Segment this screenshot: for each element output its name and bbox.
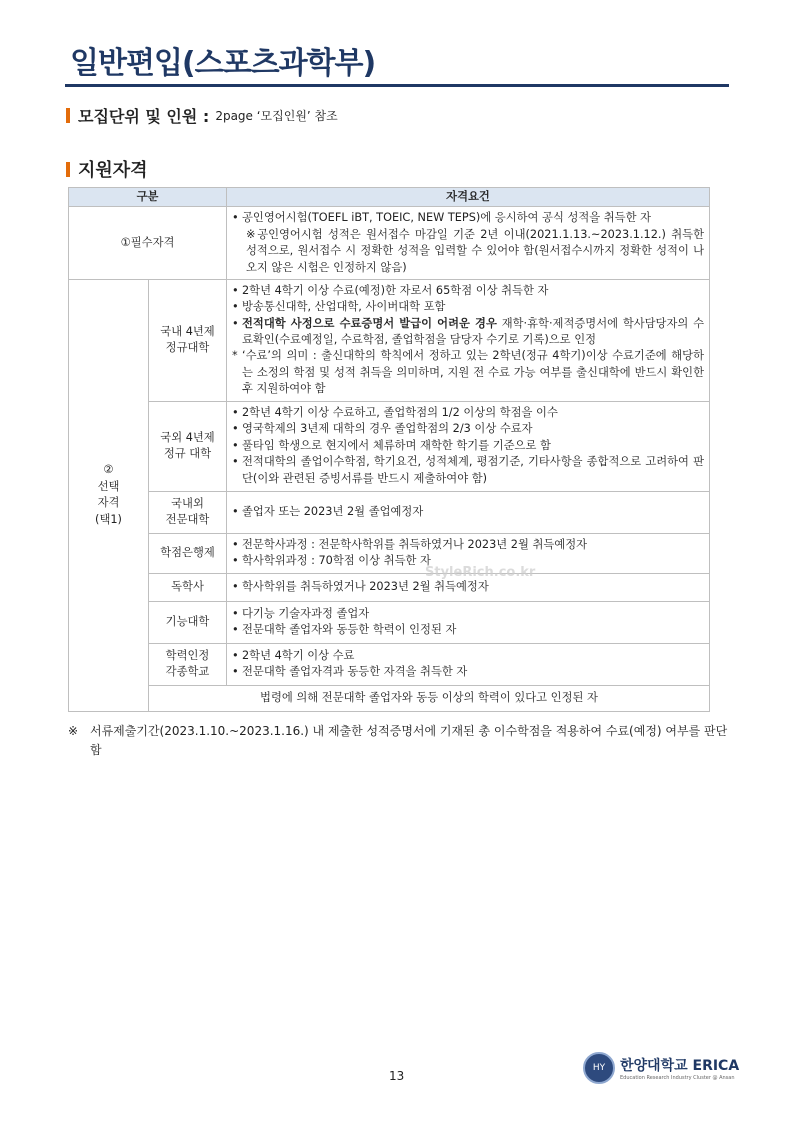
- item-text: 재학·휴학·제적증명서에 학사담당자의 수료확인(수료예정일, 수료학점, 졸업학점을 담당자 수기로 기록)으로 인정: [242, 316, 705, 346]
- table-row: [69, 533, 710, 573]
- row-items: [227, 601, 710, 643]
- section-bar-icon: [66, 162, 70, 177]
- list-item: ※공인영어시험 성적은 원서접수 마감일 기준 2년 이내(2021.1.13.~2023.1.12.) 취득한 성적으로, 원서접수 시 정확한 성적을 입력할 수 있어야 함(원서접수시까지 정확한 성적이 나오지 않은 시험은 인정하지 않음): [246, 227, 704, 274]
- table-row: [69, 279, 710, 401]
- header-requirements: 자격요건: [227, 188, 710, 207]
- last-row-text: 법령에 의해 전문대학 졸업자와 동등 이상의 학력이 있다고 인정된 자: [149, 685, 710, 711]
- list-item: • 풀타임 학생으로 현지에서 체류하며 재학한 학기를 기준으로 함: [232, 438, 704, 454]
- logo-suffix: ERICA: [692, 1058, 740, 1074]
- table-row: [69, 643, 710, 685]
- header-category: 구분: [69, 188, 227, 207]
- required-items: [227, 207, 710, 280]
- list-item: • 방송통신대학, 산업대학, 사이버대학 포함: [232, 299, 704, 315]
- table-header-row: [69, 188, 710, 207]
- table-row: [69, 601, 710, 643]
- qualification-table: [68, 187, 710, 712]
- list-item: • 전문학사과정 : 전문학사학위를 취득하였거나 2023년 2월 취득예정자: [232, 537, 704, 553]
- row-label: 국외 4년제 정규 대학: [149, 401, 227, 491]
- section-heading: 모집단위 및 인원 :: [78, 107, 210, 126]
- list-item: [232, 316, 704, 349]
- optional-label: ② 선택 자격 (택1): [69, 279, 149, 711]
- section-heading: 지원자격: [78, 160, 148, 181]
- logo-tagline: Education Research Industry Cluster @ Ansan: [620, 1075, 735, 1081]
- list-item: • 전적대학의 졸업이수학점, 학기요건, 성적체계, 평점기준, 기타사항을 종합적으로 고려하여 판단(이와 관련된 증빙서류를 반드시 제출하여야 함): [232, 454, 704, 487]
- logo-name: 한양대학교: [620, 1058, 688, 1074]
- row-items: [227, 279, 710, 401]
- list-item: • 공인영어시험(TOEFL iBT, TOEIC, NEW TEPS)에 응시하여 공식 성적을 취득한 자: [232, 210, 704, 226]
- list-item: • 졸업자 또는 2023년 2월 졸업예정자: [232, 504, 704, 520]
- seal-icon: HY: [583, 1052, 615, 1084]
- list-item: • 영국학제의 3년제 대학의 경우 졸업학점의 2/3 이상 수료자: [232, 421, 704, 437]
- list-item: • 다기능 기술자과정 졸업자: [232, 606, 704, 622]
- row-label: 학력인정 각종학교: [149, 643, 227, 685]
- title-rule: [65, 84, 729, 87]
- list-item: • 전문대학 졸업자격과 동등한 자격을 취득한 자: [232, 664, 704, 680]
- footnote-text: 서류제출기간(2023.1.10.~2023.1.16.) 내 제출한 성적증명서에 기재된 총 이수학점을 적용하여 수료(예정) 여부를 판단함: [90, 724, 728, 758]
- watermark: StyleRich.co.kr: [425, 565, 536, 580]
- list-item: • 2학년 4학기 이상 수료(예정)한 자로서 65학점 이상 취득한 자: [232, 283, 704, 299]
- table-row: [69, 207, 710, 280]
- list-item: • 2학년 4학기 이상 수료: [232, 648, 704, 664]
- row-items: [227, 401, 710, 491]
- row-label: 국내외 전문대학: [149, 491, 227, 533]
- page-number: 13: [389, 1069, 405, 1083]
- section-recruitment: [66, 104, 338, 127]
- required-label: ①필수자격: [69, 207, 227, 280]
- table-row: [69, 573, 710, 601]
- list-item: • 2학년 4학기 이상 수료하고, 졸업학점의 1/2 이상의 학점을 이수: [232, 405, 704, 421]
- section-sub: 2page ‘모집인원’ 참조: [215, 109, 338, 123]
- table-row: [69, 685, 710, 711]
- footnote: [68, 722, 728, 760]
- list-item: • 전문대학 졸업자와 동등한 학력이 인정된 자: [232, 622, 704, 638]
- row-label: 독학사: [149, 573, 227, 601]
- footnote-mark: ※: [68, 724, 79, 738]
- list-item: • 학사학위를 취득하였거나 2023년 2월 취득예정자: [232, 579, 704, 595]
- table-row: [69, 401, 710, 491]
- table-row: [69, 491, 710, 533]
- row-label: 학점은행제: [149, 533, 227, 573]
- row-label: 국내 4년제 정규대학: [149, 279, 227, 401]
- list-item: * ‘수료’의 의미 : 출신대학의 학칙에서 정하고 있는 2학년(정규 4학기)이상 수료기준에 해당하는 소정의 학점 및 성적 취득을 의미하며, 지원 전 수료 가능 여부를 출신대학에 반드시 확인한 후 지원하여야 함: [232, 348, 704, 397]
- university-logo: [583, 1052, 739, 1084]
- row-items: [227, 491, 710, 533]
- row-label: 기능대학: [149, 601, 227, 643]
- list-item: • 학사학위과정 : 70학점 이상 취득한 자: [232, 553, 704, 569]
- section-bar-icon: [66, 108, 70, 123]
- page-title: 일반편입(스포츠과학부): [70, 46, 376, 81]
- section-qualification: [66, 156, 148, 182]
- row-items: [227, 643, 710, 685]
- bold-text: 전적대학 사정으로 수료증명서 발급이 어려운 경우: [242, 316, 497, 330]
